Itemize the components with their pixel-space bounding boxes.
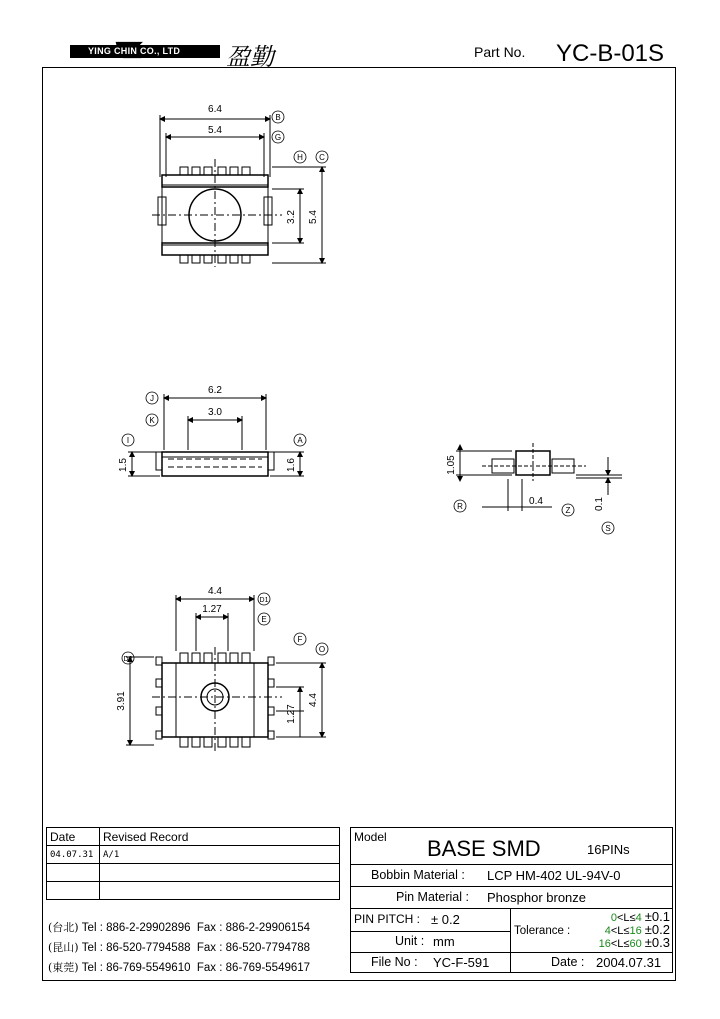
tolerance-max: 4 — [635, 912, 642, 924]
bobbin-material-label: Bobbin Material : — [371, 868, 465, 882]
drawing-date: 2004.07.31 — [596, 955, 662, 970]
dim-bottom-width: 4.4 — [208, 586, 222, 597]
contact-tel: Tel : 886-2-29902896 — [81, 922, 191, 934]
dim-top-width-outer: 6.4 — [208, 104, 222, 115]
file-no: YC-F-591 — [433, 955, 490, 970]
marker-j: J — [150, 394, 154, 403]
tolerance-value: ±0.2 — [644, 922, 670, 937]
pin-material-label: Pin Material : — [396, 890, 469, 904]
dim-side-offset: 0.4 — [529, 496, 543, 507]
bobbin-material: LCP HM-402 UL-94V-0 — [487, 868, 621, 883]
pin-pitch-label: PIN PITCH : — [354, 912, 421, 926]
marker-s: S — [605, 524, 611, 533]
part-number-label: Part No. — [474, 44, 526, 60]
dim-bottom-pitch: 1.27 — [202, 604, 222, 615]
tolerance-row — [582, 937, 670, 950]
marker-c: C — [319, 153, 325, 162]
tolerance-label: Tolerance : — [514, 925, 571, 937]
tolerance-max: 60 — [629, 938, 642, 950]
tolerance-table — [582, 911, 670, 950]
dim-front-width: 6.2 — [208, 385, 222, 396]
tolerance-min: 16 — [598, 938, 611, 950]
technical-drawing — [42, 67, 676, 827]
dim-bottom-height-left: 3.91 — [116, 691, 127, 711]
table-row — [47, 846, 340, 864]
tolerance-value: ±0.3 — [644, 935, 670, 950]
marker-g: G — [274, 133, 282, 142]
marker-d2: D2 — [123, 656, 133, 663]
marker-k: K — [149, 416, 155, 425]
dim-front-inner: 3.0 — [208, 407, 222, 418]
dim-top-width-inner: 5.4 — [208, 125, 222, 136]
dim-top-height-inner: 3.2 — [286, 210, 297, 224]
spec-block — [350, 827, 673, 973]
revision-record — [100, 882, 340, 900]
dim-top-height-outer: 5.4 — [308, 210, 319, 224]
dim-side-thickness: 0.1 — [594, 497, 605, 511]
contact-tel: Tel : 86-520-7794588 — [81, 942, 191, 954]
tolerance-symbol: <L≤ — [617, 912, 636, 924]
contact-row-kunshan — [48, 938, 310, 958]
top-view — [152, 115, 326, 267]
contact-fax: Fax : 886-2-29906154 — [196, 922, 311, 934]
contact-row-taipei — [48, 918, 310, 938]
revision-record: A/1 — [100, 846, 340, 864]
model-name: BASE SMD — [427, 836, 541, 861]
tolerance-min: 0 — [610, 912, 617, 924]
pin-pitch: ± 0.2 — [431, 912, 460, 927]
marker-o: O — [318, 645, 326, 654]
marker-d1: D1 — [259, 597, 269, 604]
tolerance-symbol: <L≤ — [610, 925, 630, 937]
model-label: Model — [354, 830, 387, 844]
dim-bottom-pitch-vertical: 1.27 — [286, 704, 297, 724]
revision-table — [46, 827, 340, 900]
marker-h: H — [297, 153, 303, 162]
marker-i: I — [126, 436, 130, 445]
tolerance-symbol: <L≤ — [610, 938, 630, 950]
contact-fax: Fax : 86-520-7794788 — [196, 942, 311, 954]
marker-f: F — [297, 635, 303, 644]
revision-date — [47, 864, 100, 882]
dim-front-right-height: 1.6 — [286, 458, 297, 472]
contact-tel: Tel : 86-769-5549610 — [81, 962, 191, 974]
unit: mm — [433, 934, 455, 949]
pin-count: 16PINs — [587, 842, 630, 857]
company-name: YING CHIN CO., LTD — [88, 46, 181, 56]
table-row — [47, 864, 340, 882]
company-name-cjk: 盈勤 — [226, 43, 274, 71]
tolerance-max: 16 — [629, 925, 642, 937]
bottom-view — [123, 595, 326, 751]
revision-date: 04.07.31 — [47, 846, 100, 864]
contact-location: (昆山) — [48, 941, 79, 954]
contact-location: (東莞) — [48, 961, 79, 974]
contact-location: (台北) — [48, 921, 79, 934]
dim-bottom-height-right: 4.4 — [308, 693, 319, 707]
dim-side-height: 1.05 — [446, 455, 457, 475]
marker-r: R — [457, 502, 463, 511]
contact-list — [48, 918, 310, 978]
marker-b: B — [275, 113, 281, 122]
revision-date — [47, 882, 100, 900]
contact-fax: Fax : 86-769-5549617 — [196, 962, 311, 974]
dim-front-left-height: 1.5 — [118, 458, 129, 472]
tolerance-value: ±0.1 — [644, 909, 670, 924]
part-number: YC-B-01S — [556, 40, 665, 67]
marker-z: Z — [565, 506, 571, 515]
tolerance-min: 4 — [604, 925, 611, 937]
table-row — [47, 882, 340, 900]
date-label: Date : — [551, 955, 585, 969]
revision-date-header: Date — [47, 828, 100, 846]
marker-a: A — [297, 436, 303, 445]
revision-record-header: Revised Record — [100, 828, 340, 846]
unit-label: Unit : — [395, 934, 425, 948]
file-no-label: File No : — [371, 955, 418, 969]
revision-record — [100, 864, 340, 882]
marker-e: E — [261, 615, 267, 624]
pin-material: Phosphor bronze — [487, 890, 587, 905]
contact-row-dongguan — [48, 958, 310, 978]
